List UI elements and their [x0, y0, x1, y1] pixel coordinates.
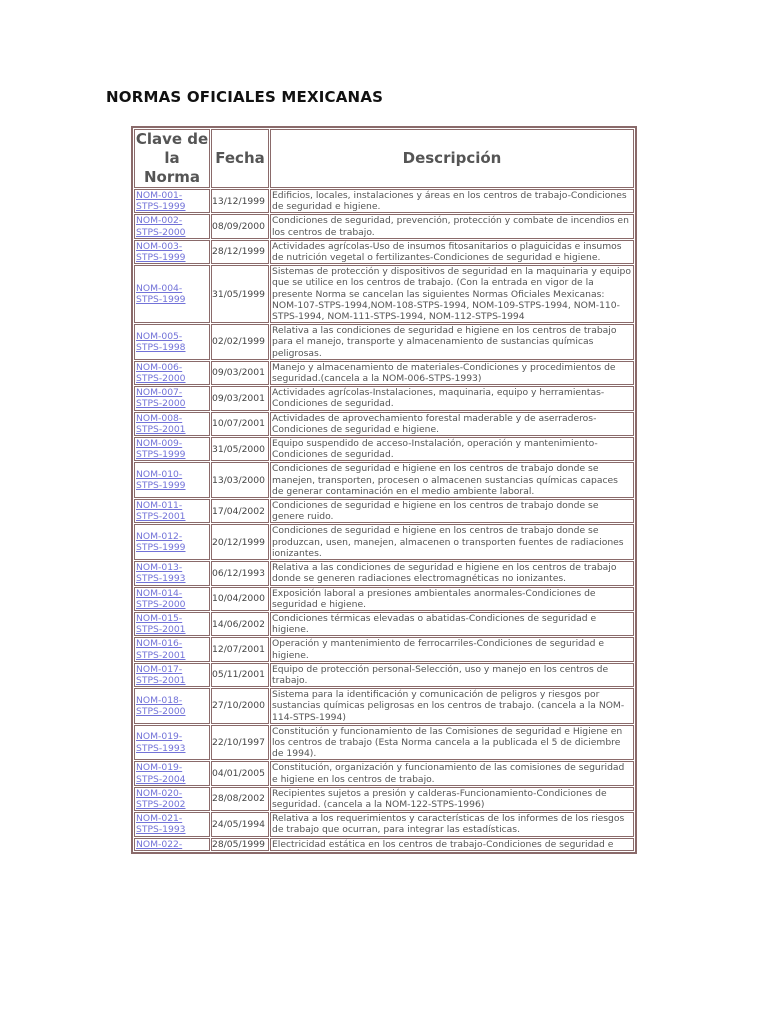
- norma-date-cell: 28/08/2002: [211, 787, 269, 811]
- norma-date-cell: 28/05/1999: [211, 838, 269, 851]
- norma-code-link[interactable]: NOM-004-STPS-1999: [136, 283, 186, 306]
- norma-code-cell: [134, 725, 210, 761]
- table-row: [134, 361, 634, 385]
- norma-description-cell: Recipientes sujetos a presión y calderas-Funcionamiento-Condiciones de seguridad. (cancela a la NOM-122-STPS-1996): [270, 787, 634, 811]
- table-header-row: [134, 129, 634, 188]
- norma-description-cell: Constitución, organización y funcionamiento de las comisiones de seguridad e higiene en los centros de trabajo.: [270, 761, 634, 785]
- table-row: [134, 612, 634, 636]
- table-row: [134, 437, 634, 461]
- table-row: [134, 787, 634, 811]
- norma-date-cell: 09/03/2001: [211, 361, 269, 385]
- norma-code-cell: [134, 637, 210, 661]
- header-fecha: Fecha: [211, 129, 269, 188]
- table-row: [134, 214, 634, 238]
- norma-date-cell: 24/05/1994: [211, 812, 269, 836]
- norma-code-link[interactable]: NOM-001-STPS-1999: [136, 190, 186, 213]
- norma-description-cell: Equipo de protección personal-Selección, uso y manejo en los centros de trabajo.: [270, 663, 634, 687]
- norma-code-link[interactable]: NOM-008-STPS-2001: [136, 412, 186, 435]
- norma-description-cell: Electricidad estática en los centros de trabajo-Condiciones de seguridad e: [270, 838, 634, 851]
- norma-description-cell: Relativa a las condiciones de seguridad e higiene en los centros de trabajo para el manejo, transporte y almacenamiento de sustancias químicas peligrosas.: [270, 324, 634, 360]
- table-row: [134, 240, 634, 264]
- norma-code-link[interactable]: NOM-017-STPS-2001: [136, 663, 186, 686]
- table-row: [134, 499, 634, 523]
- norma-date-cell: 31/05/1999: [211, 265, 269, 323]
- norma-code-link[interactable]: NOM-016-STPS-2001: [136, 638, 186, 661]
- table-row: [134, 412, 634, 436]
- norma-code-cell: [134, 361, 210, 385]
- norma-date-cell: 10/04/2000: [211, 587, 269, 611]
- norma-code-cell: [134, 761, 210, 785]
- norma-date-cell: 02/02/1999: [211, 324, 269, 360]
- norma-date-cell: 10/07/2001: [211, 412, 269, 436]
- norma-code-cell: [134, 412, 210, 436]
- norma-code-cell: [134, 386, 210, 410]
- norma-code-link[interactable]: NOM-002-STPS-2000: [136, 215, 186, 238]
- norma-date-cell: 12/07/2001: [211, 637, 269, 661]
- norma-description-cell: Condiciones de seguridad, prevención, protección y combate de incendios en los centros de trabajo.: [270, 214, 634, 238]
- norma-description-cell: Relativa a los requerimientos y características de los informes de los riesgos de trabajo que ocurran, para integrar las estadísticas.: [270, 812, 634, 836]
- table-row: [134, 812, 634, 836]
- norma-code-cell: [134, 324, 210, 360]
- norma-code-cell: [134, 612, 210, 636]
- norma-date-cell: 04/01/2005: [211, 761, 269, 785]
- norma-code-link[interactable]: NOM-011-STPS-2001: [136, 500, 186, 523]
- norma-code-link[interactable]: NOM-012-STPS-1999: [136, 531, 186, 554]
- norma-description-cell: Condiciones de seguridad e higiene en los centros de trabajo donde se produzcan, usen, manejen, almacenen o transporten fuentes de radiaciones ionizantes.: [270, 524, 634, 560]
- norma-code-link[interactable]: NOM-020-STPS-2002: [136, 787, 186, 810]
- norma-date-cell: 17/04/2002: [211, 499, 269, 523]
- norma-code-link[interactable]: NOM-007-STPS-2000: [136, 387, 186, 410]
- norma-date-cell: 05/11/2001: [211, 663, 269, 687]
- norma-code-link[interactable]: NOM-009-STPS-1999: [136, 438, 186, 461]
- norma-description-cell: Condiciones de seguridad e higiene en los centros de trabajo donde se genere ruido.: [270, 499, 634, 523]
- norma-code-link[interactable]: NOM-006-STPS-2000: [136, 361, 186, 385]
- table-row: [134, 561, 634, 585]
- norma-code-cell: [134, 688, 210, 724]
- norma-code-link[interactable]: NOM-013-STPS-1993: [136, 562, 186, 585]
- norma-date-cell: 08/09/2000: [211, 214, 269, 238]
- header-clave: Clave de la Norma: [135, 130, 209, 186]
- table-row: [134, 587, 634, 611]
- norma-code-link[interactable]: NOM-021-STPS-1993: [136, 813, 186, 836]
- normas-table: [131, 126, 637, 854]
- norma-description-cell: Condiciones de seguridad e higiene en los centros de trabajo donde se manejen, transporten, procesen o almacenen sustancias químicas capaces de generar contaminación en el medio ambiente laboral.: [270, 462, 634, 498]
- table-row: [134, 725, 634, 761]
- norma-code-cell: [134, 265, 210, 323]
- norma-code-cell: [134, 240, 210, 264]
- norma-description-cell: Manejo y almacenamiento de materiales-Condiciones y procedimientos de seguridad.(cancela a la NOM-006-STPS-1993): [270, 361, 634, 385]
- norma-description-cell: Edificios, locales, instalaciones y áreas en los centros de trabajo-Condiciones de seguridad e higiene.: [270, 189, 634, 213]
- norma-description-cell: Equipo suspendido de acceso-Instalación, operación y mantenimiento-Condiciones de seguridad.: [270, 437, 634, 461]
- table-row: [134, 462, 634, 498]
- norma-date-cell: 22/10/1997: [211, 725, 269, 761]
- table-body: [134, 189, 634, 851]
- table-row: [134, 637, 634, 661]
- norma-description-cell: Sistemas de protección y dispositivos de seguridad en la maquinaria y equipo que se utilice en los centros de trabajo. (Con la entrada en vigor de la presente Norma se cancelan las siguientes Normas Oficiales Mexicanas: NOM-107-STPS-1994,NOM-108-STPS-1994, NOM-109-STPS-1994, NOM-110-STPS-1994, NOM-111-STPS-1994, NOM-112-STPS-1994: [270, 265, 634, 323]
- norma-code-link[interactable]: NOM-005-STPS-1998: [136, 330, 186, 354]
- norma-description-cell: Exposición laboral a presiones ambientales anormales-Condiciones de seguridad e higiene.: [270, 587, 634, 611]
- norma-code-cell: [134, 587, 210, 611]
- table-row: [134, 838, 634, 851]
- norma-description-cell: Condiciones térmicas elevadas o abatidas-Condiciones de seguridad e higiene.: [270, 612, 634, 636]
- norma-date-cell: 13/03/2000: [211, 462, 269, 498]
- norma-description-cell: Sistema para la identificación y comunicación de peligros y riesgos por sustancias químicas peligrosas en los centros de trabajo. (cancela a la NOM-114-STPS-1994): [270, 688, 634, 724]
- norma-date-cell: 28/12/1999: [211, 240, 269, 264]
- norma-code-cell: [134, 838, 210, 851]
- norma-description-cell: Actividades de aprovechamiento forestal maderable y de aserraderos-Condiciones de seguridad e higiene.: [270, 412, 634, 436]
- norma-date-cell: 09/03/2001: [211, 386, 269, 410]
- table-row: [134, 324, 634, 360]
- norma-code-cell: [134, 524, 210, 560]
- table-row: [134, 663, 634, 687]
- table-row: [134, 189, 634, 213]
- norma-date-cell: 14/06/2002: [211, 612, 269, 636]
- norma-code-cell: [134, 189, 210, 213]
- norma-date-cell: 20/12/1999: [211, 524, 269, 560]
- norma-date-cell: 06/12/1993: [211, 561, 269, 585]
- norma-code-cell: [134, 499, 210, 523]
- norma-code-link[interactable]: NOM-010-STPS-1999: [136, 469, 186, 492]
- table-row: [134, 524, 634, 560]
- norma-code-cell: [134, 812, 210, 836]
- norma-code-link[interactable]: NOM-018-STPS-2000: [136, 694, 186, 717]
- norma-code-cell: [134, 663, 210, 687]
- table-row: [134, 265, 634, 323]
- norma-description-cell: Constitución y funcionamiento de las Comisiones de seguridad e Higiene en los centros de trabajo (Esta Norma cancela a la publicada el 5 de diciembre de 1994).: [270, 725, 634, 761]
- norma-code-cell: [134, 561, 210, 585]
- header-descripcion: Descripción: [270, 129, 634, 188]
- norma-description-cell: Actividades agrícolas-Uso de insumos fitosanitarios o plaguicidas e insumos de nutrición vegetal o fertilizantes-Condiciones de seguridad e higiene.: [270, 240, 634, 264]
- norma-date-cell: 13/12/1999: [211, 189, 269, 213]
- table-row: [134, 688, 634, 724]
- norma-code-link[interactable]: NOM-003-STPS-1999: [136, 240, 186, 264]
- table-row: [134, 386, 634, 410]
- norma-code-link[interactable]: NOM-022-: [136, 838, 183, 850]
- norma-code-link[interactable]: NOM-015-STPS-2001: [136, 612, 186, 636]
- norma-date-cell: 27/10/2000: [211, 688, 269, 724]
- norma-code-cell: [134, 787, 210, 811]
- table-row: [134, 761, 634, 785]
- norma-code-cell: [134, 437, 210, 461]
- norma-description-cell: Actividades agrícolas-Instalaciones, maquinaria, equipo y herramientas-Condiciones de seguridad.: [270, 386, 634, 410]
- norma-code-cell: [134, 462, 210, 498]
- norma-description-cell: Relativa a las condiciones de seguridad e higiene en los centros de trabajo donde se generen radiaciones electromagnéticas no ionizantes.: [270, 561, 634, 585]
- page-title: NORMAS OFICIALES MEXICANAS: [106, 88, 384, 106]
- norma-code-cell: [134, 214, 210, 238]
- norma-date-cell: 31/05/2000: [211, 437, 269, 461]
- norma-code-link[interactable]: NOM-014-STPS-2000: [136, 587, 186, 610]
- norma-code-link[interactable]: NOM-019-STPS-2004: [136, 762, 186, 785]
- norma-code-link[interactable]: NOM-019-STPS-1993: [136, 731, 186, 754]
- norma-description-cell: Operación y mantenimiento de ferrocarriles-Condiciones de seguridad e higiene.: [270, 637, 634, 661]
